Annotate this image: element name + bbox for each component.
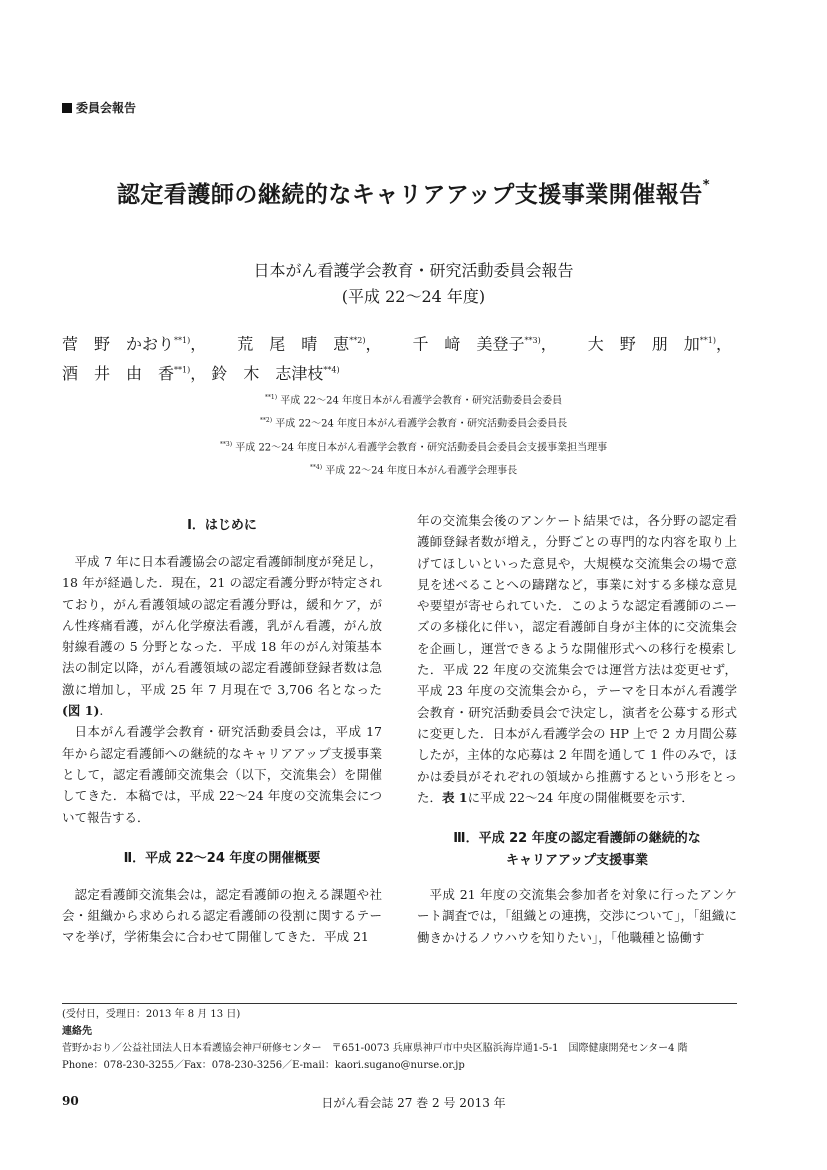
author: 鈴 木 志津枝$^{**4)}$	[211, 363, 340, 383]
table-ref: 表 1	[442, 789, 468, 805]
section-tag	[62, 99, 136, 116]
footnote-rule	[62, 1003, 737, 1004]
contact-address: 菅野かおり／公益社団法人日本看護協会神戸研修センター 〒651-0073 兵庫県神戸市中央区脇浜海岸通1-5-1 国際健康開発センター4 階	[62, 1043, 688, 1054]
received-date: (受付日，受理日：2013 年 8 月 13 日)	[62, 1009, 241, 1020]
paragraph: 年の交流集会後のアンケート結果では，各分野の認定看護師登録者数が増え，分野ごとの専門的な内容を取り上げてほしいといった意見や，大規模な交流集会の場で意見を述べることへの躊躇など，事業に対する多様な意見や要望が寄せられていた．このような認定看護師のニーズの多様化に伴い，認定看護師自身が主体的に交流集会を企画し，運営できるような開催形式への移行を模索した．平成 22 年度の交流集会では運営方法は変更せず，平成 23 年度の交流集会から，テーマを日本がん看護学会教育・研究活動委員会で決定し，演者を公募する形式に変更した．日本がん看護学会の HP 上で 2 カ月間公募したが，主体的な応募は 2 年間を通して 1 件のみで，ほかは委員がそれぞれの領域から推薦するという形をとった．表 1に平成 22〜24 年度の開催概要を示す．	[417, 513, 737, 805]
author: 大 野 朋 加$^{**1)}$，	[587, 334, 732, 354]
contact-phone: Phone：078-230-3255／Fax：078-230-3256／E-mail：kaori.sugano@nurse.or.jp	[62, 1060, 465, 1071]
page-number: 90	[62, 1094, 79, 1108]
title-mark: *	[702, 178, 711, 194]
section-heading-2: Ⅱ．平成 22〜24 年度の開催概要	[123, 850, 321, 866]
paragraph: 認定看護師交流集会は，認定看護師の抱える課題や社会・組織から求められる認定看護師の役割に関するテーマを挙げ，学術集会に合わせて開催してきた．平成 21	[62, 886, 382, 945]
affiliations	[0, 388, 827, 481]
affiliation: $^{**3)}$ 平成 22〜24 年度日本がん看護学会教育・研究活動委員会委員会支援事業担当理事	[219, 440, 608, 453]
affiliation: $^{**1)}$ 平成 22〜24 年度日本がん看護学会教育・研究活動委員会委員	[264, 394, 563, 407]
paragraph: 日本がん看護学会教育・研究活動委員会は，平成 17 年から認定看護師への継続的なキャリアアップ支援事業として，認定看護師交流集会（以下，交流集会）を開催してきた．本稿では，平成 22〜24 年度の交流集会について報告する．	[62, 724, 382, 825]
paragraph: 平成 7 年に日本看護協会の認定看護師制度が発足し，18 年が経過した．現在，21 の認定看護分野が特定されており，がん看護領域の認定看護分野は，緩和ケア，がん性疼痛看護，がん化学療法看護，乳がん看護，がん放射線看護の 5 分野となった．平成 18 年のがん対策基本法の制定以降，がん看護領域の認定看護師登録者数は急激に増加し，平成 25 年 7 月現在で 3,706 名となった(図 1).	[62, 554, 382, 719]
section-heading-3-line1: Ⅲ．平成 22 年度の認定看護師の継続的な	[453, 831, 701, 847]
article-title	[0, 176, 827, 209]
footnote	[62, 1006, 688, 1074]
paragraph: 平成 21 年度の交流集会参加者を対象に行ったアンケート調査では，「組織との連携，交渉について」，「組織に働きかけるノウハウを知りたい」，「他職種と協働す	[417, 887, 737, 945]
section-tag-label: 委員会報告	[76, 101, 137, 115]
affiliation: $^{**2)}$ 平成 22〜24 年度日本がん看護学会教育・研究活動委員会委員長	[259, 417, 568, 430]
contact-label: 連絡先	[62, 1026, 92, 1037]
section-heading-1: Ⅰ．はじめに	[187, 518, 257, 533]
author: 酒 井 由 香$^{**1)}$，	[62, 363, 207, 383]
subtitle-line2: (平成 22〜24 年度)	[341, 287, 486, 306]
journal-citation: 日がん看会誌 27 巻 2 号 2013 年	[321, 1096, 506, 1110]
authors-line2	[62, 357, 732, 386]
square-bullet-icon	[62, 103, 72, 113]
authors-block	[62, 328, 732, 387]
right-column	[417, 510, 737, 948]
author: 菅 野 かおり$^{**1)}$，	[62, 334, 207, 354]
figure-ref: (図 1)	[62, 703, 100, 719]
author: 荒 尾 晴 恵$^{**2)}$，	[237, 334, 382, 354]
affiliation: $^{**4)}$ 平成 22〜24 年度日本がん看護学会理事長	[309, 463, 518, 477]
left-column	[62, 515, 382, 948]
section-heading-3-line2: キャリアアップ支援事業	[505, 853, 649, 869]
subtitle-line1: 日本がん看護学会教育・研究活動委員会報告	[253, 261, 574, 280]
authors-line1	[62, 328, 732, 357]
author: 千 﨑 美登子$^{**3)}$，	[412, 334, 557, 354]
title-text: 認定看護師の継続的なキャリアアップ支援事業開催報告	[116, 182, 703, 208]
